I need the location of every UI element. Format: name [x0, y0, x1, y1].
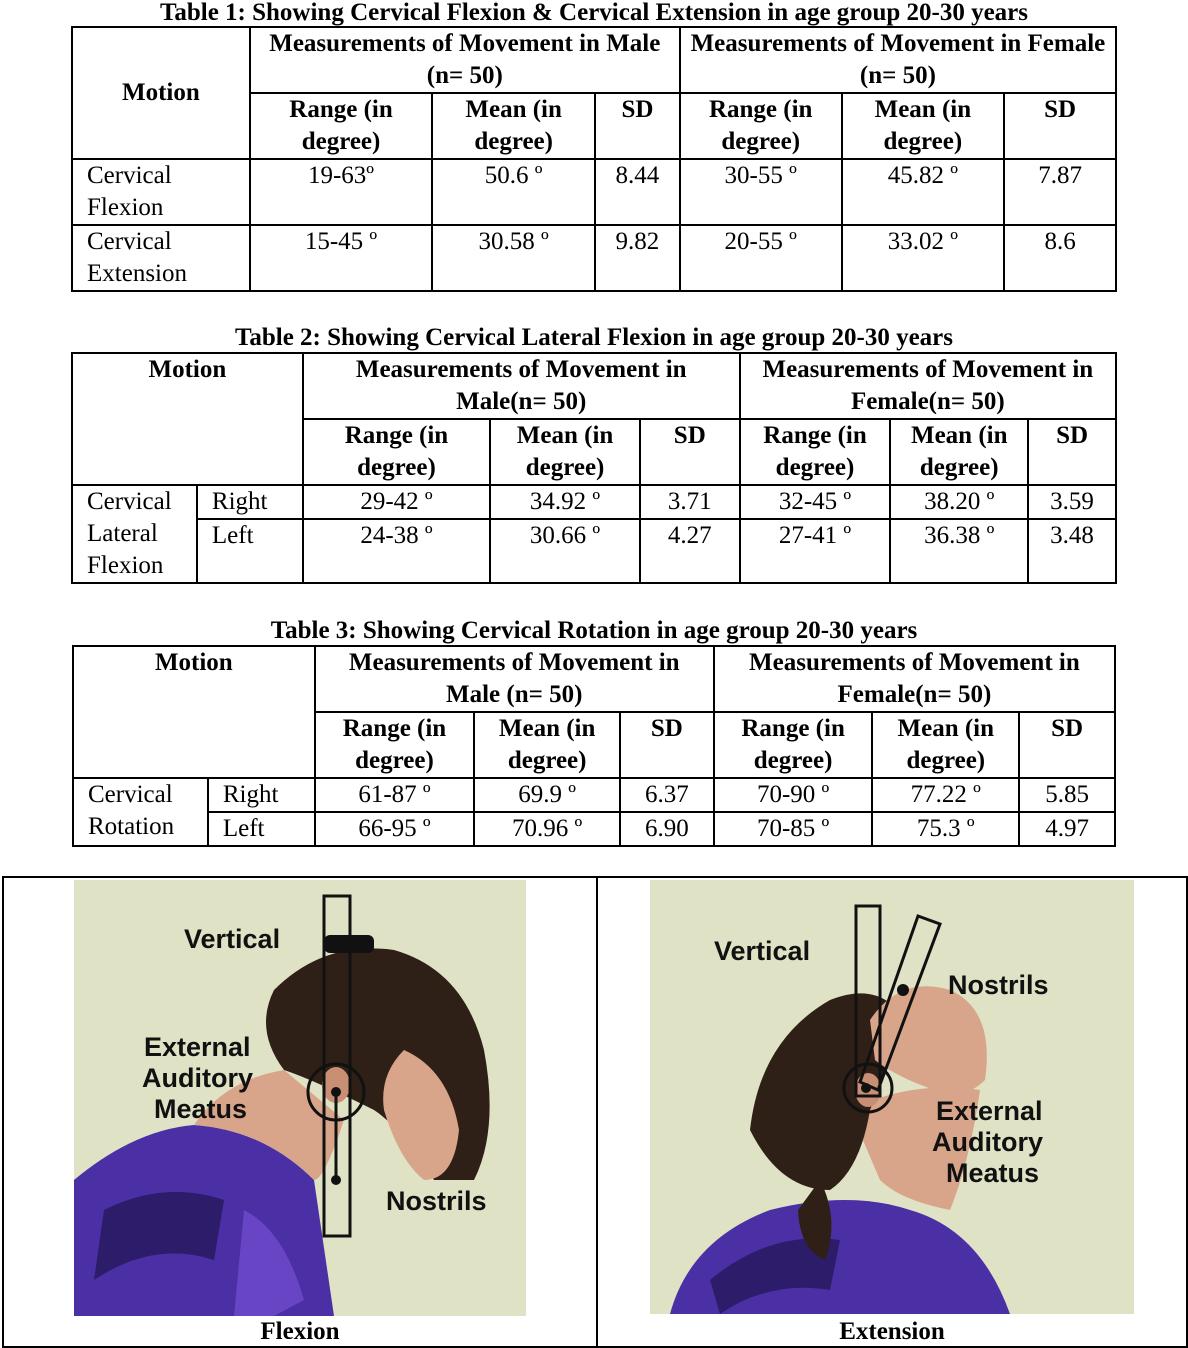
female-mean-cell: 33.02 º	[842, 225, 1005, 291]
female-mean-cell: 38.20 º	[890, 485, 1028, 519]
external-label: External	[936, 1096, 1043, 1126]
figure-divider	[596, 878, 598, 1346]
male-range-cell: 66-95 º	[315, 812, 475, 846]
side-cell: Right	[208, 778, 315, 812]
table2-female-header: Measurements of Movement in Female(n= 50)	[740, 353, 1116, 419]
external-label: External	[144, 1032, 251, 1062]
table1-female-range-header: Range (in degree)	[680, 93, 842, 159]
table3-caption: Table 3: Showing Cervical Rotation in age group 20-30 years	[270, 617, 918, 644]
table3-female-header: Measurements of Movement in Female(n= 50)	[714, 646, 1115, 712]
auditory-label: Auditory	[142, 1063, 253, 1093]
female-range-cell: 20-55 º	[680, 225, 842, 291]
male-range-cell: 24-38 º	[303, 519, 490, 583]
motion-cell: Cervical Lateral Flexion	[72, 485, 197, 583]
male-mean-cell: 69.9 º	[474, 778, 620, 812]
male-mean-cell: 70.96 º	[474, 812, 620, 846]
female-range-cell: 27-41 º	[740, 519, 891, 583]
female-mean-cell: 77.22 º	[872, 778, 1019, 812]
table3-motion-header: Motion	[73, 646, 315, 778]
table-row	[73, 778, 1115, 812]
female-sd-cell: 8.6	[1004, 225, 1116, 291]
male-range-cell: 61-87 º	[315, 778, 475, 812]
female-range-cell: 70-85 º	[714, 812, 873, 846]
male-range-cell: 15-45 º	[250, 225, 433, 291]
table1-male-header: Measurements of Movement in Male (n= 50)	[250, 27, 680, 93]
male-sd-cell: 6.90	[620, 812, 714, 846]
table3-male-sd-header: SD	[620, 712, 714, 778]
table3-male-range-header: Range (in degree)	[315, 712, 475, 778]
female-range-cell: 32-45 º	[740, 485, 891, 519]
table1-female-sd-header: SD	[1004, 93, 1116, 159]
table3-female-sd-header: SD	[1019, 712, 1115, 778]
table2-male-mean-header: Mean (in degree)	[490, 419, 640, 485]
table-row	[72, 519, 1116, 583]
extension-caption: Extension	[839, 1318, 945, 1345]
meatus-label: Meatus	[946, 1158, 1040, 1188]
extension-photo	[650, 880, 1134, 1314]
male-sd-cell: 9.82	[595, 225, 680, 291]
table-row	[73, 812, 1115, 846]
table2-female-mean-header: Mean (in degree)	[890, 419, 1028, 485]
flexion-photo	[74, 880, 526, 1316]
table3-female-range-header: Range (in degree)	[714, 712, 873, 778]
table2-female-sd-header: SD	[1028, 419, 1116, 485]
table-row	[72, 485, 1116, 519]
motion-cell: Cervical Flexion	[72, 159, 250, 225]
table2-female-range-header: Range (in degree)	[740, 419, 891, 485]
auditory-label: Auditory	[932, 1127, 1043, 1157]
male-mean-cell: 30.58 º	[432, 225, 595, 291]
side-cell: Left	[208, 812, 315, 846]
table2-caption: Table 2: Showing Cervical Lateral Flexion in age group 20-30 years	[234, 324, 954, 351]
figure-panel	[2, 876, 1188, 1348]
table1-male-mean-header: Mean (in degree)	[432, 93, 595, 159]
side-cell: Right	[197, 485, 303, 519]
side-cell: Left	[197, 519, 303, 583]
nostrils-label: Nostrils	[948, 970, 1049, 1000]
table1-female-header: Measurements of Movement in Female (n= 50)	[680, 27, 1116, 93]
male-sd-cell: 6.37	[620, 778, 714, 812]
table3-male-mean-header: Mean (in degree)	[474, 712, 620, 778]
table1	[71, 26, 1117, 292]
table1-caption: Table 1: Showing Cervical Flexion & Cervical Extension in age group 20-30 years	[159, 0, 1029, 26]
motion-cell: Cervical Rotation	[73, 778, 208, 846]
meatus-label: Meatus	[154, 1094, 248, 1124]
female-range-cell: 70-90 º	[714, 778, 873, 812]
male-sd-cell: 4.27	[640, 519, 740, 583]
female-mean-cell: 75.3 º	[872, 812, 1019, 846]
table-row	[72, 159, 1116, 225]
female-sd-cell: 4.97	[1019, 812, 1115, 846]
vertical-label: Vertical	[184, 924, 281, 954]
table3-female-mean-header: Mean (in degree)	[872, 712, 1019, 778]
male-mean-cell: 30.66 º	[490, 519, 640, 583]
female-mean-cell: 36.38 º	[890, 519, 1028, 583]
table2-motion-header: Motion	[72, 353, 303, 485]
table1-male-range-header: Range (in degree)	[250, 93, 433, 159]
female-sd-cell: 5.85	[1019, 778, 1115, 812]
table2	[71, 352, 1117, 584]
vertical-label: Vertical	[714, 936, 811, 966]
motion-cell: Cervical Extension	[72, 225, 250, 291]
female-sd-cell: 7.87	[1004, 159, 1116, 225]
flexion-caption: Flexion	[260, 1318, 340, 1345]
table3-male-header: Measurements of Movement in Male (n= 50)	[315, 646, 714, 712]
male-mean-cell: 34.92 º	[490, 485, 640, 519]
nostrils-label: Nostrils	[386, 1186, 487, 1216]
male-sd-cell: 8.44	[595, 159, 680, 225]
table1-male-sd-header: SD	[595, 93, 680, 159]
female-mean-cell: 45.82 º	[842, 159, 1005, 225]
female-sd-cell: 3.59	[1028, 485, 1116, 519]
table-row	[72, 225, 1116, 291]
table2-male-range-header: Range (in degree)	[303, 419, 490, 485]
table1-female-mean-header: Mean (in degree)	[842, 93, 1005, 159]
table2-male-sd-header: SD	[640, 419, 740, 485]
table3	[72, 645, 1116, 847]
male-sd-cell: 3.71	[640, 485, 740, 519]
male-mean-cell: 50.6 º	[432, 159, 595, 225]
male-range-cell: 29-42 º	[303, 485, 490, 519]
table2-male-header: Measurements of Movement in Male(n= 50)	[303, 353, 740, 419]
table1-motion-header: Motion	[72, 27, 250, 159]
male-range-cell: 19-63º	[250, 159, 433, 225]
female-sd-cell: 3.48	[1028, 519, 1116, 583]
female-range-cell: 30-55 º	[680, 159, 842, 225]
